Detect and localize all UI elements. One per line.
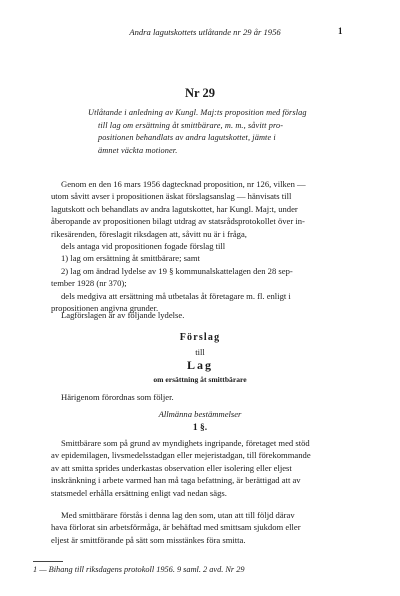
footnote-divider — [33, 561, 63, 562]
text-line: eljest är smittförande på sätt som misstänkes föra smitta. — [51, 534, 246, 545]
text-line: utom såvitt avser i propositionen äskat förslagsanslag — hänvisats till — [51, 191, 292, 202]
text-line: statsmedel erhålla ersättning enligt vad nedan sägs. — [51, 487, 227, 498]
lag-heading: Lag — [186, 358, 213, 372]
text-line: dels antaga vid propositionen fogade förslag till — [61, 241, 226, 252]
text-line: dels medgiva att ersättning må utbetalas åt företagare m. fl. enligt i — [61, 290, 291, 301]
text-line: Lagförslagen är av följande lydelse. — [61, 310, 185, 320]
running-title: Andra lagutskottets utlåtande nr 29 år 1956 — [129, 27, 281, 37]
preamble-line: positionen behandlats av andra lagutskottet, jämte i — [98, 133, 276, 143]
forslag-heading: Förslag — [179, 332, 221, 343]
text-line: 1) lag om ersättning åt smittbärare; samt — [61, 253, 200, 264]
paragraph-1 — [51, 437, 351, 499]
lagforslag-paragraph — [51, 309, 351, 321]
paragraph-mark: 1 §. — [192, 423, 208, 433]
text-line: hava förlorat sin arbetsförmåga, är behäftad med smittsam sjukdom eller — [51, 522, 301, 533]
text-line: tember 1928 (nr 370); — [51, 278, 127, 289]
paragraph-2 — [51, 509, 351, 546]
till-word: till — [195, 347, 205, 357]
lag-subtitle: om ersättning åt smittbärare — [153, 375, 247, 384]
preamble-line: Utlåtande i anledning av Kungl. Maj:ts proposition med förslag — [88, 108, 307, 117]
preamble-line: till lag om ersättning åt smittbärare, m. m., såvitt pro- — [98, 120, 284, 130]
text-line: Genom en den 16 mars 1956 dagtecknad proposition, nr 126, vilken — — [61, 179, 306, 189]
page-number: 1 — [338, 26, 343, 36]
text-line: propositionen angivna grunder. — [51, 303, 159, 314]
text-line: Med smittbärare förstås i denna lag den som, utan att till följd därav — [61, 510, 295, 520]
harigenom-paragraph — [51, 391, 351, 403]
text-line: åberopande av propositionen bilagt utdrag av statsrådsprotokollet över in- — [51, 216, 305, 227]
text-line: 2) lag om ändrad lydelse av 19 § kommunalskattelagen den 28 sep- — [61, 265, 293, 276]
preamble — [88, 107, 356, 157]
text-line: lagutskott och behandlats av andra lagutskottet, har Kungl. Maj:t, under — [51, 203, 298, 214]
footnote: 1 — Bihang till riksdagens protokoll 1956. 9 saml. 2 avd. Nr 29 — [33, 565, 245, 574]
section-heading: Allmänna bestämmelser — [158, 409, 242, 419]
text-line: av epidemilagen, livsmedelsstadgan eller mejeristadgan, till förekommande — [51, 450, 311, 461]
text-line: inskränkning i arbete varmed han må taga befattning, är berättigad att av — [51, 475, 301, 486]
text-line: Härigenom förordnas som följer. — [61, 392, 174, 402]
text-line: rikesärenden, föreslagit riksdagen att, såvitt nu är i fråga, — [51, 228, 247, 239]
text-line: Smittbärare som på grund av myndighets ingripande, företaget med stöd — [61, 438, 310, 448]
document-number: Nr 29 — [185, 86, 215, 100]
text-line: av att smitta sprides underkastas observation eller isolering eller eljest — [51, 462, 292, 473]
intro-paragraph — [51, 178, 351, 314]
preamble-line: ämnet väckta motioner. — [98, 145, 178, 155]
